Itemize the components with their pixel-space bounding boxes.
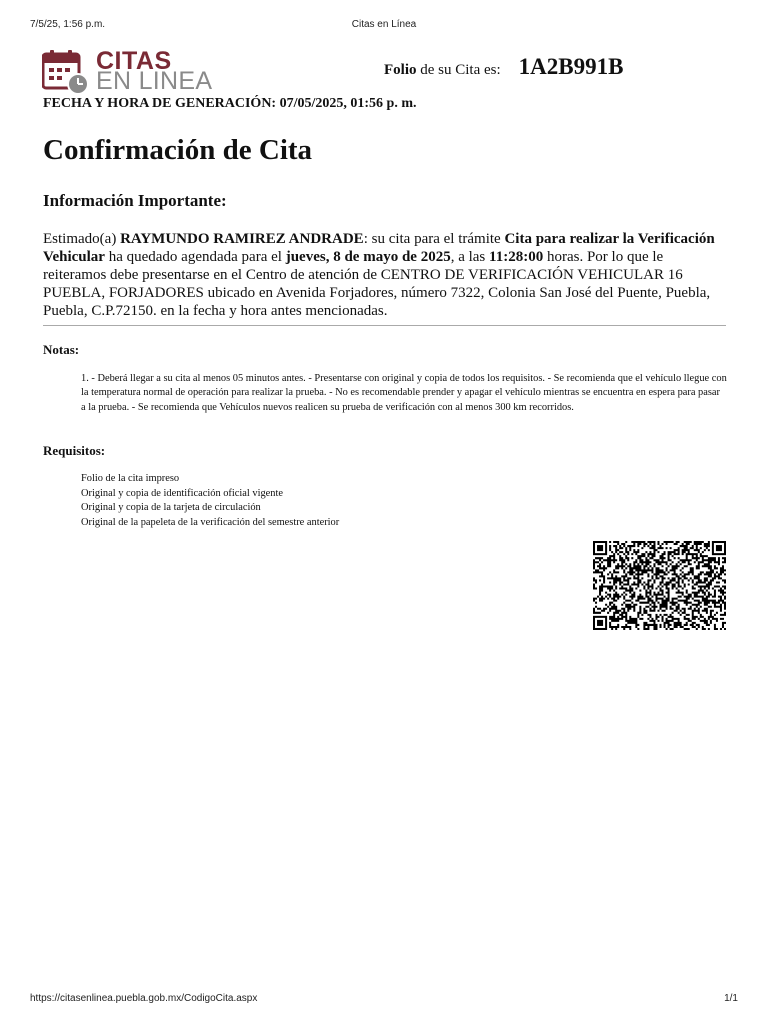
section-subtitle: Información Importante: (43, 191, 227, 210)
print-header (0, 19, 768, 33)
print-url: https://citasenlinea.puebla.gob.mx/CodigoCita.aspx (30, 993, 258, 1004)
folio-label-rest: de su Cita es: (416, 62, 501, 78)
confirmation-message (43, 230, 727, 320)
requirements-list (81, 472, 339, 530)
calendar-clock-icon (42, 50, 92, 96)
requirement-item: Folio de la cita impreso (81, 473, 180, 484)
logo-word-citas: CITAS (96, 47, 172, 75)
notes-text: 1. - Deberá llegar a su cita al menos 05 minutos antes. - Presentarse con original y copia de todos los requisitos. - Se recomienda que el vehículo llegue con la temperatura normal de operación para realizar la prueba. - No es recomendable prender y apagar el vehículo mientras se encuentra en espera para pasar a la prueba. - Se recomienda que Vehículos nuevos realicen su prueba de verificación con al menos 300 km recorridos. (81, 373, 727, 413)
message-part-1: Estimado(a) (43, 231, 121, 247)
folio-label (384, 62, 501, 78)
applicant-name: RAYMUNDO RAMIREZ ANDRADE (120, 231, 364, 247)
requirements-heading: Requisitos: (43, 443, 106, 458)
print-page-title: Citas en Línea (351, 19, 417, 30)
message-part-5: horas. Por lo que le reiteramos debe presentarse en el Centro de atención de CENTRO DE VERIFICACIÓN VEHICULAR 16 PUEBLA, FORJADORES ubicado en Avenida Forjadores, número 7322, Colonia San José del Puente, Puebla, Puebla, C.P.72150. en la fecha y hora antes mencionadas. (43, 249, 711, 319)
notes-heading: Notas: (43, 342, 80, 357)
citas-en-linea-logo (42, 48, 242, 98)
folio-block (384, 54, 623, 80)
message-part-4: , a las (450, 249, 490, 265)
message-part-2: : su cita para el trámite (363, 231, 505, 247)
folio-label-bold: Folio (384, 62, 417, 78)
procedure-name: Cita para realizar la Verificación Vehicular (43, 231, 715, 265)
page-title: Confirmación de Cita (43, 134, 313, 166)
print-datetime: 7/5/25, 1:56 p.m. (30, 19, 106, 30)
generation-datetime: FECHA Y HORA DE GENERACIÓN: 07/05/2025, 01:56 p. m. (43, 96, 417, 111)
qr-code-icon (593, 541, 726, 630)
print-page-number: 1/1 (724, 993, 738, 1004)
requirement-item: Original de la papeleta de la verificación del semestre anterior (81, 516, 340, 528)
appointment-time: 11:28:00 (489, 249, 544, 265)
folio-code: 1A2B991B (518, 54, 624, 79)
message-part-3: ha quedado agendada para el (104, 249, 286, 265)
requirement-item: Original y copia de identificación oficial vigente (81, 487, 283, 499)
appointment-date: jueves, 8 de mayo de 2025 (285, 249, 451, 265)
divider (43, 325, 726, 326)
requirement-item: Original y copia de la tarjeta de circulación (81, 502, 261, 513)
logo-word-en-linea: EN LINEA (96, 67, 213, 95)
